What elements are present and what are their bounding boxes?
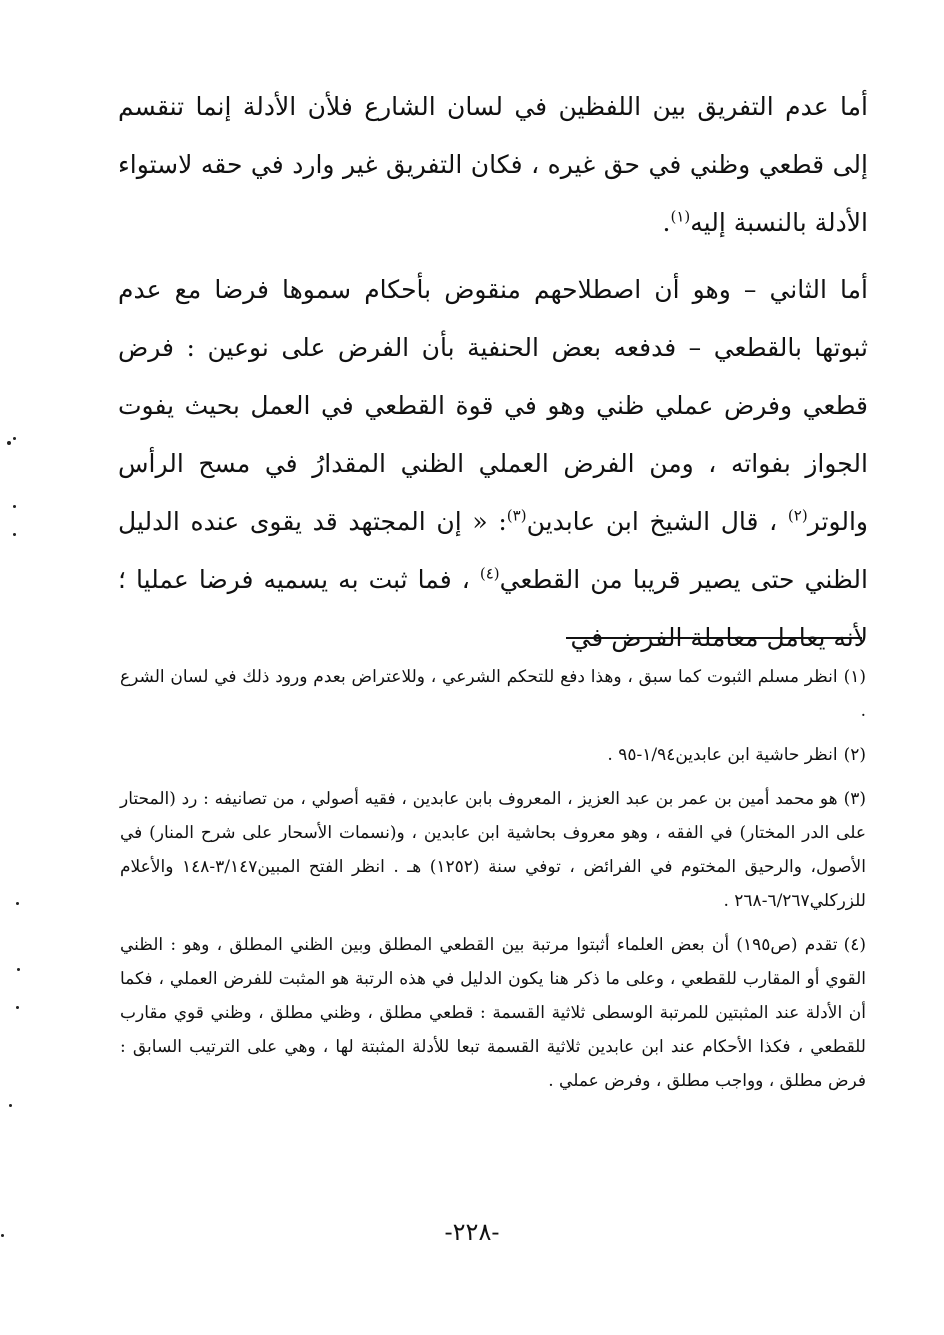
scan-speck <box>16 1006 19 1009</box>
footnote-4 <box>120 928 866 1098</box>
paragraph-2-part-4: ، فما ثبت به يسميه فرضا عمليا ؛ لأنه يعامل معاملة الفرض في <box>118 565 868 652</box>
footnote-ref-3: (٣) <box>506 506 527 525</box>
scan-speck <box>13 533 16 536</box>
footnote-text: تقدم (ص١٩٥) أن بعض العلماء أثبتوا مرتبة بين القطعي المطلق وبين الظني المطلق ، وهو : الظني القوي أو المقارب للقطعي ، وعلى ما ذكر هنا يكون الدليل في هذه الرتبة هو المثبت للفرض العملي ، فكما أن الأدلة عند المثبتين للمرتبة الوسطى ثلاثية القسمة : قطعي مطلق ، وظني مطلق ، وظني قوي مقارب للقطعي ، فكذا الأحكام عند ابن عابدين ثلاثية القسمة تبعا للأدلة المثبتة لها ، وهي على الترتيب السابق : فرض مطلق ، وواجب مطلق ، وفرض عملي . <box>120 935 866 1091</box>
footnote-ref-2: (٢) <box>787 506 808 525</box>
footnote-marker: (٣) <box>843 789 866 809</box>
scan-speck <box>9 1104 12 1107</box>
footnote-marker: (٤) <box>843 935 866 955</box>
footnote-1 <box>120 660 866 728</box>
footnote-marker: (١) <box>843 667 866 687</box>
paragraph-2-part-3: : « إن المجتهد قد يقوى عنده الدليل الظني حتى يصير قريبا من القطعي <box>118 507 868 594</box>
footnote-3 <box>120 782 866 918</box>
page-number: -٢٢٨- <box>444 1218 500 1246</box>
footnote-marker: (٢) <box>843 745 866 765</box>
paragraph-1 <box>118 78 868 252</box>
scan-speck <box>13 505 16 508</box>
footnote-ref-1: (١) <box>670 207 691 226</box>
footnote-text: هو محمد أمين بن عمر بن عبد العزيز ، المعروف بابن عابدين ، فقيه أصولي ، من تصانيفه : رد (المحتار على الدر المختار) في الفقه ، وهو معروف بحاشية ابن عابدين ، و(نسمات الأسحار على شرح المنار) في الأصول، والرحيق المختوم في الفرائض ، توفي سنة (١٢٥٢) هـ . انظر الفتح المبين٣/١٤٧-١٤٨ والأعلام للزركلي٦/٢٦٧-٢٦٨ . <box>120 789 866 911</box>
scan-speck <box>7 441 11 445</box>
paragraph-2-part-1: أما الثاني – وهو أن اصطلاحهم منقوض بأحكام سموها فرضا مع عدم ثبوتها بالقطعي – فدفعه بعض الحنفية بأن الفرض على نوعين : فرض قطعي وفرض عملي ظني وهو في قوة القطعي في العمل بحيث يفوت الجواز بفواته ، ومن الفرض العملي الظني المقدارُ في مسح الرأس والوتر <box>118 275 868 536</box>
footnote-text: انظر حاشية ابن عابدين١/٩٤-٩٥ . <box>607 745 838 765</box>
scan-speck <box>16 902 19 905</box>
footnote-ref-4: (٤) <box>479 564 500 583</box>
footnotes <box>120 660 866 1108</box>
scan-speck <box>1 1234 4 1237</box>
main-text <box>118 78 868 667</box>
scan-speck <box>13 437 16 440</box>
footnote-2 <box>120 738 866 772</box>
paragraph-1-text: أما عدم التفريق بين اللفظين في لسان الشارع فلأن الأدلة إنما تنقسم إلى قطعي وظني في حق غيره ، فكان التفريق غير وارد في حقه لاستواء الأدلة بالنسبة إليه <box>118 92 868 237</box>
scan-speck <box>17 968 20 971</box>
footnote-text: انظر مسلم الثبوت كما سبق ، وهذا دفع للتحكم الشرعي ، وللاعتراض بعدم ورود ذلك في لسان الشرع . <box>120 667 866 721</box>
paragraph-2 <box>118 261 868 667</box>
footnote-separator <box>566 637 862 639</box>
paragraph-2-part-2: ، قال الشيخ ابن عابدين <box>526 507 778 536</box>
paragraph-1-end: . <box>662 208 671 237</box>
